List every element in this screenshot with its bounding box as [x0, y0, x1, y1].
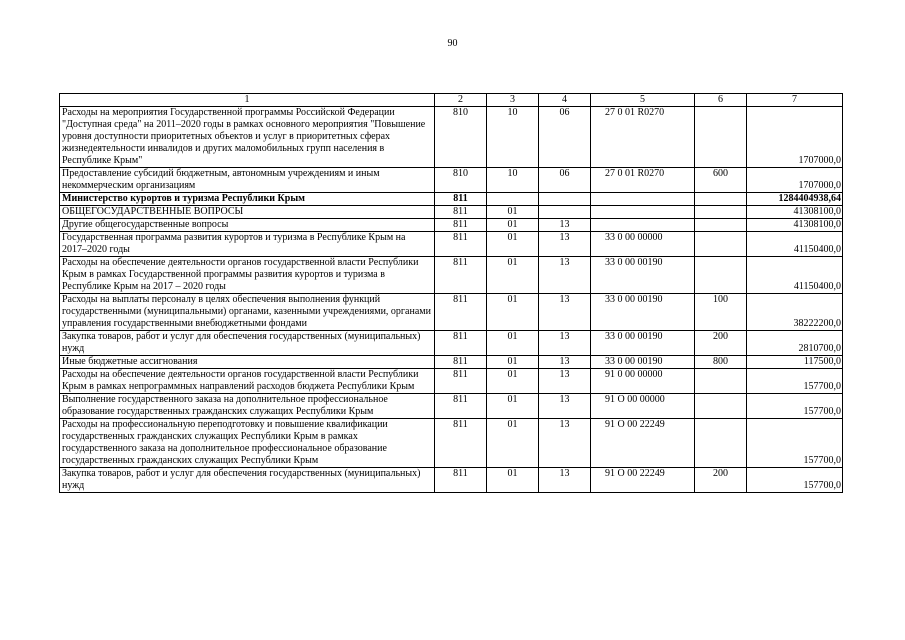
ministry-code: 811 — [435, 394, 487, 419]
expense-type-code: 600 — [695, 168, 747, 193]
table-row — [60, 232, 843, 257]
expense-type-code: 100 — [695, 294, 747, 331]
row-name: Расходы на выплаты персоналу в целях обеспечения выполнения функций государственными (муниципальными) органами, казенными учреждениями, органами управления государственными внебюджетными фондами — [60, 294, 435, 331]
expense-type-code — [695, 206, 747, 219]
header-cell: 3 — [487, 94, 539, 107]
target-article-code: 91 О 00 22249 — [591, 468, 695, 493]
table-row — [60, 356, 843, 369]
amount: 41150400,0 — [747, 232, 843, 257]
amount: 1707000,0 — [747, 107, 843, 168]
ministry-code: 811 — [435, 257, 487, 294]
section-code: 01 — [487, 356, 539, 369]
header-cell: 4 — [539, 94, 591, 107]
table-row — [60, 107, 843, 168]
row-name: Выполнение государственного заказа на дополнительное профессиональное образование государственных гражданских служащих Республики Крым — [60, 394, 435, 419]
header-cell: 5 — [591, 94, 695, 107]
table-row — [60, 206, 843, 219]
row-name: Расходы на обеспечение деятельности органов государственной власти Республики Крым в рамках Государственной программы развития курортов и туризма в Республике Крым на 2017 – 2020 годы — [60, 257, 435, 294]
subsection-code — [539, 193, 591, 206]
target-article-code: 91 0 00 00000 — [591, 369, 695, 394]
row-name: Расходы на мероприятия Государственной программы Российской Федерации "Доступная среда" на 2011–2020 годы в рамках основного мероприятия "Повышение уровня доступности приоритетных объектов и услуг в приоритетных сферах жизнедеятельности инвалидов и других маломобильных групп населения в Республике Крым" — [60, 107, 435, 168]
expense-type-code — [695, 394, 747, 419]
expense-type-code — [695, 219, 747, 232]
ministry-code: 811 — [435, 369, 487, 394]
target-article-code — [591, 219, 695, 232]
subsection-code: 13 — [539, 331, 591, 356]
table-header-row — [60, 94, 843, 107]
section-code: 01 — [487, 257, 539, 294]
header-cell: 2 — [435, 94, 487, 107]
target-article-code: 91 О 00 00000 — [591, 394, 695, 419]
row-name: Другие общегосударственные вопросы — [60, 219, 435, 232]
row-name: Закупка товаров, работ и услуг для обеспечения государственных (муниципальных) нужд — [60, 468, 435, 493]
target-article-code — [591, 193, 695, 206]
row-name: Закупка товаров, работ и услуг для обеспечения государственных (муниципальных) нужд — [60, 331, 435, 356]
ministry-code: 811 — [435, 294, 487, 331]
subsection-code: 13 — [539, 232, 591, 257]
expense-type-code — [695, 257, 747, 294]
expense-type-code — [695, 419, 747, 468]
target-article-code — [591, 206, 695, 219]
section-code: 01 — [487, 419, 539, 468]
row-name: Иные бюджетные ассигнования — [60, 356, 435, 369]
subsection-code: 13 — [539, 294, 591, 331]
expense-type-code: 800 — [695, 356, 747, 369]
target-article-code: 91 О 00 22249 — [591, 419, 695, 468]
header-cell: 1 — [60, 94, 435, 107]
ministry-code: 811 — [435, 232, 487, 257]
table-row — [60, 468, 843, 493]
amount: 157700,0 — [747, 468, 843, 493]
row-name: Министерство курортов и туризма Республики Крым — [60, 193, 435, 206]
row-name: Расходы на профессиональную переподготовку и повышение квалификации государственных гражданских служащих Республики Крым в рамках государственного заказа на дополнительное профессиональное образование государственных гражданских служащих Республики Крым — [60, 419, 435, 468]
expense-type-code: 200 — [695, 468, 747, 493]
row-name: Расходы на обеспечение деятельности органов государственной власти Республики Крым в рамках непрограммных направлений расходов бюджета Республики Крым — [60, 369, 435, 394]
ministry-code: 811 — [435, 219, 487, 232]
row-name: Предоставление субсидий бюджетным, автономным учреждениям и иным некоммерческим организациям — [60, 168, 435, 193]
section-code: 01 — [487, 394, 539, 419]
section-code: 01 — [487, 294, 539, 331]
ministry-code: 811 — [435, 193, 487, 206]
table-row — [60, 219, 843, 232]
ministry-code: 810 — [435, 168, 487, 193]
section-code: 01 — [487, 219, 539, 232]
section-code: 01 — [487, 206, 539, 219]
amount: 38222200,0 — [747, 294, 843, 331]
table-row — [60, 193, 843, 206]
target-article-code: 27 0 01 R0270 — [591, 107, 695, 168]
expense-type-code — [695, 232, 747, 257]
amount: 41308100,0 — [747, 219, 843, 232]
amount: 1284404938,64 — [747, 193, 843, 206]
section-code: 01 — [487, 331, 539, 356]
ministry-code: 811 — [435, 419, 487, 468]
amount: 157700,0 — [747, 419, 843, 468]
target-article-code: 33 0 00 00190 — [591, 356, 695, 369]
page-number: 90 — [447, 38, 458, 49]
amount: 157700,0 — [747, 369, 843, 394]
section-code: 10 — [487, 107, 539, 168]
target-article-code: 33 0 00 00000 — [591, 232, 695, 257]
expense-type-code: 200 — [695, 331, 747, 356]
subsection-code: 13 — [539, 257, 591, 294]
subsection-code: 13 — [539, 468, 591, 493]
ministry-code: 810 — [435, 107, 487, 168]
table-row — [60, 331, 843, 356]
budget-table — [59, 93, 843, 493]
subsection-code: 06 — [539, 168, 591, 193]
table-row — [60, 257, 843, 294]
ministry-code: 811 — [435, 468, 487, 493]
amount: 2810700,0 — [747, 331, 843, 356]
table-row — [60, 168, 843, 193]
header-cell: 7 — [747, 94, 843, 107]
subsection-code — [539, 206, 591, 219]
amount: 1707000,0 — [747, 168, 843, 193]
subsection-code: 13 — [539, 219, 591, 232]
amount: 41150400,0 — [747, 257, 843, 294]
subsection-code: 13 — [539, 356, 591, 369]
section-code: 01 — [487, 232, 539, 257]
row-name: ОБЩЕГОСУДАРСТВЕННЫЕ ВОПРОСЫ — [60, 206, 435, 219]
ministry-code: 811 — [435, 206, 487, 219]
section-code: 01 — [487, 369, 539, 394]
expense-type-code — [695, 107, 747, 168]
target-article-code: 27 0 01 R0270 — [591, 168, 695, 193]
subsection-code: 13 — [539, 394, 591, 419]
subsection-code: 06 — [539, 107, 591, 168]
table-row — [60, 419, 843, 468]
amount: 157700,0 — [747, 394, 843, 419]
table-row — [60, 369, 843, 394]
target-article-code: 33 0 00 00190 — [591, 331, 695, 356]
table-row — [60, 294, 843, 331]
section-code: 10 — [487, 168, 539, 193]
amount: 41308100,0 — [747, 206, 843, 219]
header-cell: 6 — [695, 94, 747, 107]
section-code — [487, 193, 539, 206]
expense-type-code — [695, 193, 747, 206]
section-code: 01 — [487, 468, 539, 493]
row-name: Государственная программа развития курортов и туризма в Республике Крым на 2017–2020 годы — [60, 232, 435, 257]
target-article-code: 33 0 00 00190 — [591, 257, 695, 294]
subsection-code: 13 — [539, 369, 591, 394]
subsection-code: 13 — [539, 419, 591, 468]
ministry-code: 811 — [435, 356, 487, 369]
amount: 117500,0 — [747, 356, 843, 369]
target-article-code: 33 0 00 00190 — [591, 294, 695, 331]
expense-type-code — [695, 369, 747, 394]
ministry-code: 811 — [435, 331, 487, 356]
table-row — [60, 394, 843, 419]
